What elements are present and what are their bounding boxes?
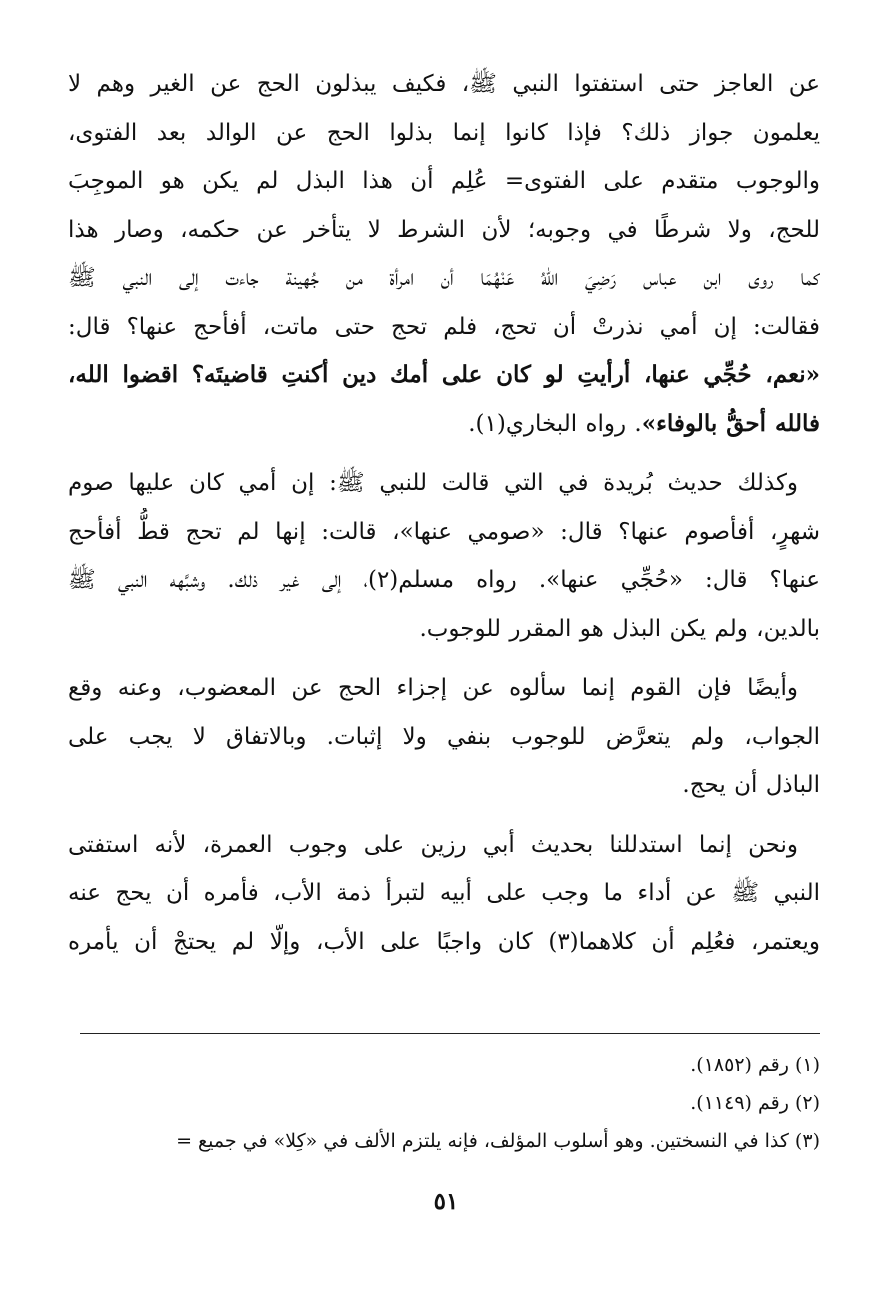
text-line [68, 400, 820, 449]
footnote-3: (٣) كذا في النسختين. وهو أسلوب المؤلف، فإنه يلتزم الألف في «كِلا» في جميع = [176, 1130, 820, 1152]
text-line: ونحن إنما استدللنا بحديث أبي رزين على وجوب العمرة، لأنه استفتى [68, 831, 798, 858]
text-line [68, 351, 820, 400]
text-line: النبي ﷺ عن أداء ما وجب على أبيه لتبرأ ذمة الأب، فأمره أن يحج عنه [68, 880, 820, 906]
text-line: للحج، ولا شرطًا في وجوبه؛ لأن الشرط لا يتأخر عن حكمه، وصار هذا [68, 216, 820, 243]
text-line: ويعتمر، فعُلِم أن كلاهما(٣) كان واجبًا على الأب، وإلّا لم يحتجْ أن يأمره [68, 928, 820, 955]
text-line: الباذل أن يحج. [682, 772, 820, 798]
footnotes [40, 1046, 820, 1160]
paragraph-3 [68, 664, 820, 810]
paragraph-1 [68, 60, 820, 448]
text-line: وأيضًا فإن القوم إنما سألوه عن إجزاء الحج عن المعضوب، وعنه وقع [68, 675, 798, 701]
main-text [68, 60, 820, 966]
page-number: ٥١ [433, 1188, 459, 1215]
text-line: بالدين، ولم يكن البذل هو المقرر للوجوب. [419, 615, 820, 642]
citation: . رواه البخاري(١). [468, 410, 642, 437]
footnote-1: (١) رقم (١٨٥٢). [690, 1054, 820, 1076]
hadith-quote-end: فالله أحقُّ بالوفاء» [641, 409, 820, 437]
text-line: كما روى ابن عباس رَضِيَ اللهُ عَنْهُمَا أن امرأة من جُهينة جاءت إلى النبي ﷺ [68, 265, 820, 291]
text-line: شهرٍ، أفأصوم عنها؟ قال: «صومي عنها»، قالت: إنها لم تحج قطُّ أفأحج [68, 518, 820, 545]
paragraph-4 [68, 821, 820, 967]
text-line: عنها؟ قال: «حُجِّي عنها». رواه مسلم(٢)، إلى غير ذلك. وشبَّهه النبي ﷺ [68, 567, 820, 593]
text-line: عن العاجز حتى استفتوا النبي ﷺ، فكيف يبذلون الحج عن الغير وهم لا [68, 71, 820, 97]
hadith-quote: «نعم، حُجِّي عنها، أرأيتِ لو كان على أمك دين أكنتِ قاضيتَه؟ اقضوا الله، [68, 361, 820, 388]
text-line: فقالت: إن أمي نذرتْ أن تحج، فلم تحج حتى ماتت، أفأحج عنها؟ قال: [68, 313, 820, 340]
text-line: والوجوب متقدم على الفتوى= عُلِم أن هذا البذل لم يكن هو الموجِبَ [68, 168, 820, 194]
paragraph-2 [68, 459, 820, 653]
text-line: وكذلك حديث بُريدة في التي قالت للنبي ﷺ: إن أمي كان عليها صوم [68, 470, 798, 496]
text-line: الجواب، ولم يتعرَّض للوجوب بنفي ولا إثبات. وبالاتفاق لا يجب على [68, 723, 820, 750]
footnote-divider [80, 1033, 820, 1034]
text-line: يعلمون جواز ذلك؟ فإذا كانوا إنما بذلوا الحج عن الوالد بعد الفتوى، [68, 119, 820, 146]
footnote-2: (٢) رقم (١١٤٩). [690, 1092, 820, 1114]
